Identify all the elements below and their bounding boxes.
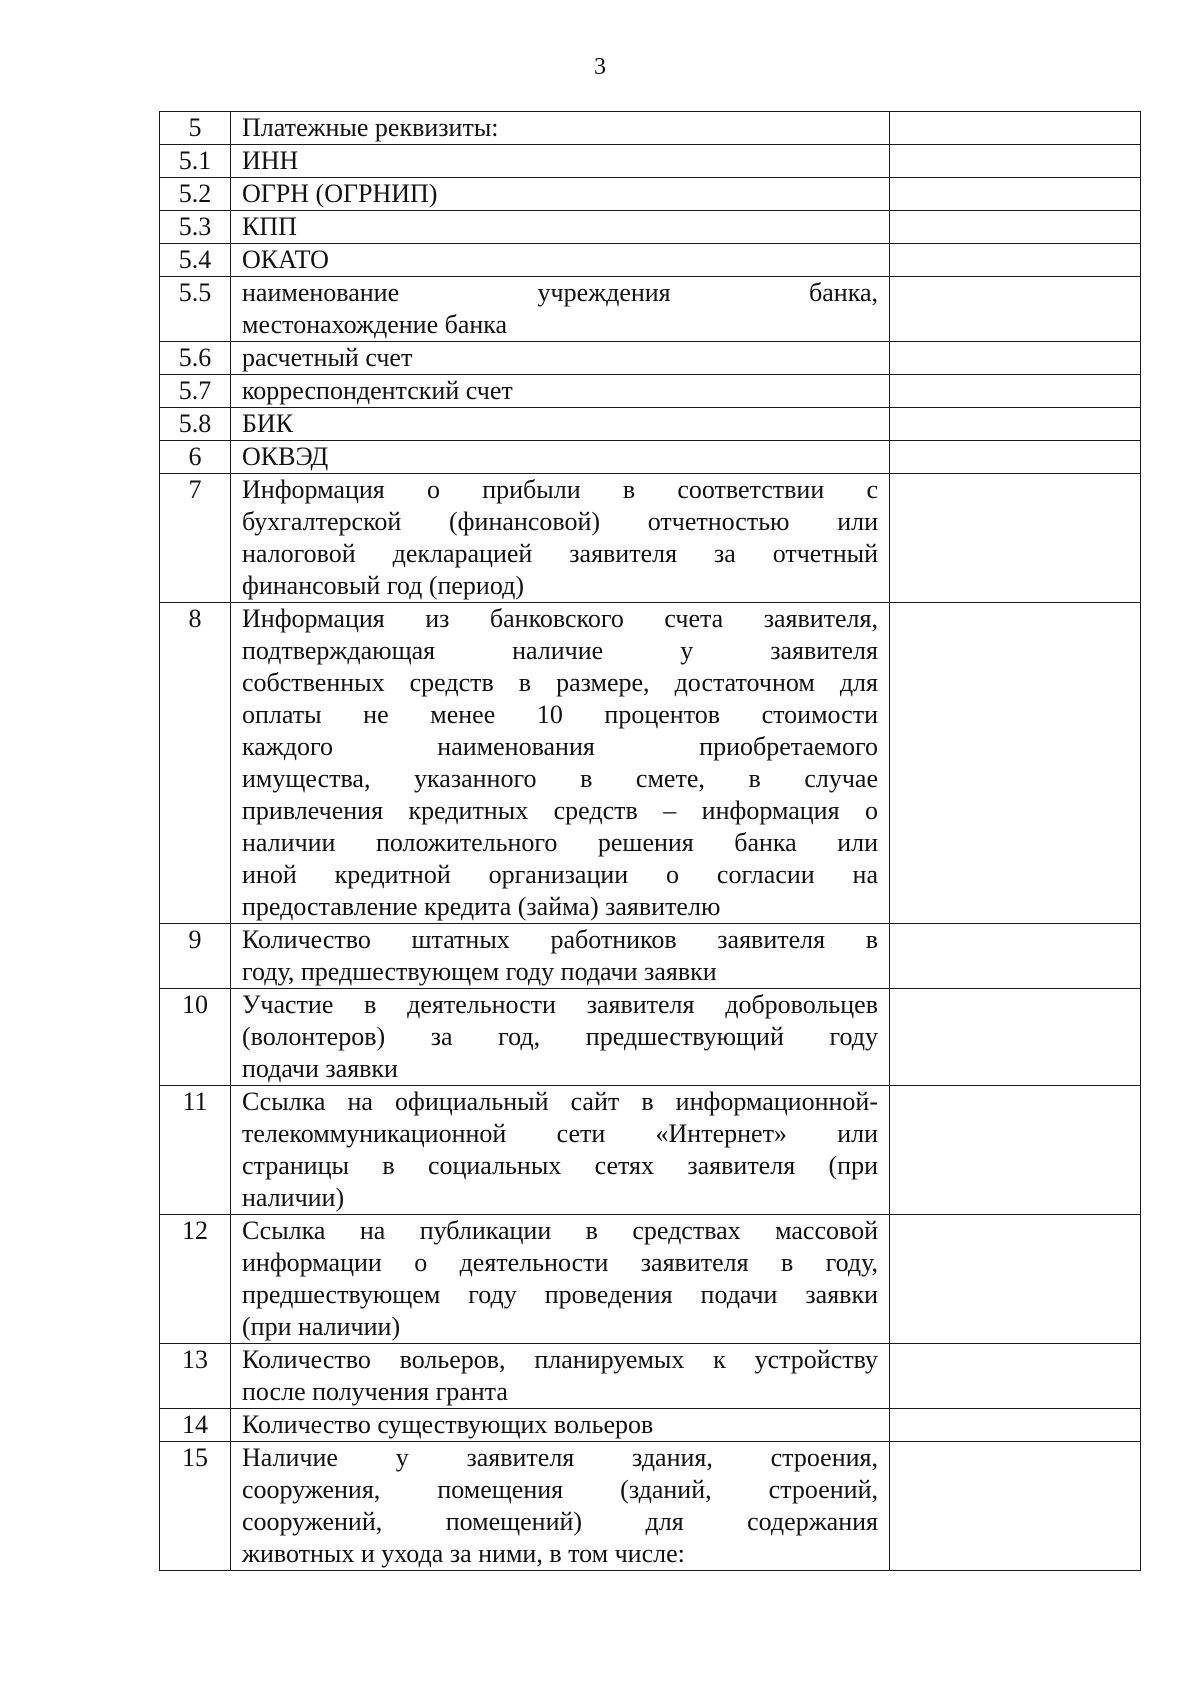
row-number: 12: [160, 1215, 231, 1344]
description-line: Наличие у заявителя здания, строения,: [242, 1443, 878, 1472]
requisites-table: [159, 111, 1141, 1571]
description-line: финансовый год (период): [242, 571, 524, 600]
page-number: 3: [594, 54, 606, 80]
value-cell[interactable]: [890, 112, 1141, 145]
table-row: [160, 1086, 1141, 1215]
table-row: [160, 244, 1141, 277]
row-number: 5.8: [160, 408, 231, 441]
row-number: 13: [160, 1344, 231, 1409]
row-number: 5: [160, 112, 231, 145]
description-line: местонахождение банка: [242, 310, 508, 339]
value-cell[interactable]: [890, 178, 1141, 211]
row-description: [231, 441, 890, 474]
description-line: иной кредитной организации о согласии на: [242, 860, 878, 889]
description-line: Ссылка на публикации в средствах массовой: [242, 1216, 878, 1245]
table-row: [160, 1409, 1141, 1442]
row-number: 5.5: [160, 277, 231, 342]
row-number: 6: [160, 441, 231, 474]
row-description: [231, 1409, 890, 1442]
value-cell[interactable]: [890, 375, 1141, 408]
table-row: [160, 1344, 1141, 1409]
description-line: бухгалтерской (финансовой) отчетностью или: [242, 507, 878, 536]
row-description: [231, 145, 890, 178]
table-row: [160, 603, 1141, 924]
table-row: [160, 408, 1141, 441]
row-number: 10: [160, 989, 231, 1086]
description-line: году, предшествующем году подачи заявки: [242, 957, 717, 986]
value-cell[interactable]: [890, 1442, 1141, 1571]
description-line: ОКАТО: [242, 245, 329, 274]
description-line: сооружений, помещений) для содержания: [242, 1507, 878, 1536]
description-line: Ссылка на официальный сайт в информационной-: [242, 1087, 878, 1116]
value-cell[interactable]: [890, 1086, 1141, 1215]
table-row: [160, 375, 1141, 408]
description-line: (волонтеров) за год, предшествующий году: [242, 1022, 878, 1051]
row-description: [231, 342, 890, 375]
description-line: собственных средств в размере, достаточном для: [242, 668, 878, 697]
table-row: [160, 277, 1141, 342]
row-description: [231, 474, 890, 603]
description-line: животных и ухода за ними, в том числе:: [242, 1539, 685, 1568]
description-line: подтверждающая наличие у заявителя: [242, 636, 878, 665]
table-row: [160, 342, 1141, 375]
value-cell[interactable]: [890, 408, 1141, 441]
table-row: [160, 441, 1141, 474]
description-line: Участие в деятельности заявителя добровольцев: [242, 990, 878, 1019]
row-description: [231, 1344, 890, 1409]
row-number: 5.6: [160, 342, 231, 375]
row-number: 5.2: [160, 178, 231, 211]
row-number: 11: [160, 1086, 231, 1215]
table-row: [160, 112, 1141, 145]
description-line: наличии): [242, 1183, 345, 1212]
description-line: наименование учреждения банка,: [242, 278, 878, 307]
description-line: каждого наименования приобретаемого: [242, 732, 878, 761]
description-line: КПП: [242, 212, 297, 241]
row-description: [231, 603, 890, 924]
value-cell[interactable]: [890, 277, 1141, 342]
row-description: [231, 375, 890, 408]
description-line: наличии положительного решения банка или: [242, 828, 878, 857]
value-cell[interactable]: [890, 989, 1141, 1086]
value-cell[interactable]: [890, 474, 1141, 603]
description-line: подачи заявки: [242, 1054, 398, 1083]
description-line: Платежные реквизиты:: [242, 113, 499, 142]
row-number: 5.4: [160, 244, 231, 277]
table-row: [160, 211, 1141, 244]
row-description: [231, 112, 890, 145]
description-line: расчетный счет: [242, 343, 413, 372]
row-description: [231, 277, 890, 342]
description-line: привлечения кредитных средств – информация о: [242, 796, 878, 825]
description-line: Информация о прибыли в соответствии с: [242, 475, 878, 504]
description-line: налоговой декларацией заявителя за отчетный: [242, 539, 878, 568]
description-line: Количество вольеров, планируемых к устройству: [242, 1345, 878, 1374]
description-line: Количество существующих вольеров: [242, 1410, 654, 1439]
description-line: БИК: [242, 409, 294, 438]
table-row: [160, 178, 1141, 211]
table-row: [160, 145, 1141, 178]
row-description: [231, 1086, 890, 1215]
value-cell[interactable]: [890, 603, 1141, 924]
row-description: [231, 211, 890, 244]
table-row: [160, 474, 1141, 603]
description-line: оплаты не менее 10 процентов стоимости: [242, 700, 878, 729]
description-line: ИНН: [242, 146, 299, 175]
description-line: после получения гранта: [242, 1377, 508, 1406]
value-cell[interactable]: [890, 1344, 1141, 1409]
description-line: (при наличии): [242, 1312, 401, 1341]
description-line: Информация из банковского счета заявителя,: [242, 604, 878, 633]
row-number: 5.1: [160, 145, 231, 178]
row-description: [231, 244, 890, 277]
description-line: имущества, указанного в смете, в случае: [242, 764, 878, 793]
row-description: [231, 924, 890, 989]
description-line: сооружения, помещения (зданий, строений,: [242, 1475, 878, 1504]
description-line: ОКВЭД: [242, 442, 329, 471]
row-number: 7: [160, 474, 231, 603]
value-cell[interactable]: [890, 244, 1141, 277]
description-line: информации о деятельности заявителя в году,: [242, 1248, 878, 1277]
row-description: [231, 1215, 890, 1344]
value-cell[interactable]: [890, 145, 1141, 178]
table-row: [160, 1442, 1141, 1571]
row-number: 14: [160, 1409, 231, 1442]
row-description: [231, 408, 890, 441]
description-line: ОГРН (ОГРНИП): [242, 179, 438, 208]
row-number: 5.7: [160, 375, 231, 408]
description-line: страницы в социальных сетях заявителя (при: [242, 1151, 878, 1180]
value-cell[interactable]: [890, 1409, 1141, 1442]
description-line: корреспондентский счет: [242, 376, 513, 405]
table-row: [160, 924, 1141, 989]
row-description: [231, 178, 890, 211]
description-line: телекоммуникационной сети «Интернет» или: [242, 1119, 878, 1148]
row-number: 9: [160, 924, 231, 989]
description-line: Количество штатных работников заявителя в: [242, 925, 878, 954]
row-number: 15: [160, 1442, 231, 1571]
value-cell[interactable]: [890, 1215, 1141, 1344]
row-description: [231, 989, 890, 1086]
description-line: предшествующем году проведения подачи заявки: [242, 1280, 878, 1309]
description-line: предоставление кредита (займа) заявителю: [242, 892, 721, 921]
value-cell[interactable]: [890, 924, 1141, 989]
table-row: [160, 1215, 1141, 1344]
value-cell[interactable]: [890, 441, 1141, 474]
row-number: 8: [160, 603, 231, 924]
row-number: 5.3: [160, 211, 231, 244]
table-body: [160, 112, 1141, 1571]
value-cell[interactable]: [890, 342, 1141, 375]
value-cell[interactable]: [890, 211, 1141, 244]
table-row: [160, 989, 1141, 1086]
row-description: [231, 1442, 890, 1571]
